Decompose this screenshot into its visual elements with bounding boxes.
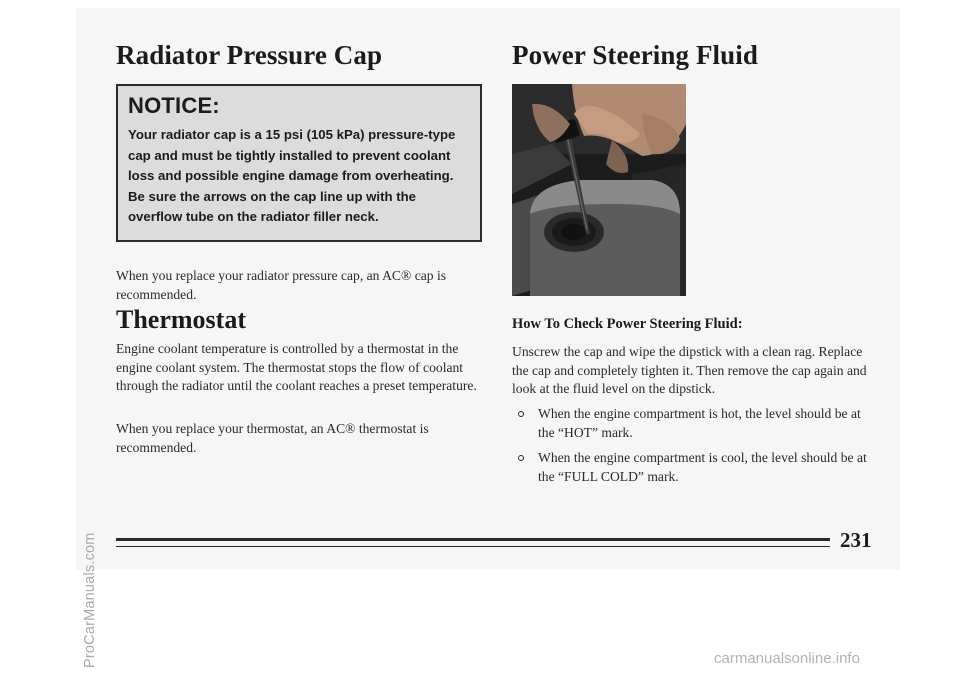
how-to-check-heading: How To Check Power Steering Fluid:: [512, 316, 743, 332]
power-steering-fluid-heading: Power Steering Fluid: [512, 40, 758, 70]
bullet-text-full-cold: When the engine compartment is cool, the level should be at the “FULL COLD” mark.: [538, 450, 867, 484]
notice-body: Your radiator cap is a 15 psi (105 kPa) pressure-type cap and must be tightly installed to prevent coolant loss and possible engine damage from overheating. Be sure the arrows on the cap line up with the overflow tube on the radiator filler neck.: [128, 127, 456, 224]
thermostat-paragraph-2: When you replace your thermostat, an AC® thermostat is recommended.: [116, 421, 429, 455]
bullet-item-full-cold: [512, 449, 872, 486]
notice-box: [116, 84, 482, 242]
thermostat-paragraph-1: Engine coolant temperature is controlled by a thermostat in the engine coolant system. The thermostat stops the flow of coolant through the radiator until the coolant reaches a preset temperature.: [116, 341, 477, 393]
bullet-text-hot: When the engine compartment is hot, the level should be at the “HOT” mark.: [538, 406, 861, 440]
side-watermark: ProCarManuals.com: [82, 532, 98, 668]
power-steering-dipstick-photo: [512, 84, 686, 296]
page-number: 231: [840, 528, 872, 552]
radiator-cap-paragraph: When you replace your radiator pressure cap, an AC® cap is recommended.: [116, 268, 447, 302]
footer-rule-thick: [116, 538, 830, 541]
notice-title: NOTICE:: [128, 93, 220, 118]
radiator-pressure-cap-heading: Radiator Pressure Cap: [116, 40, 383, 70]
bottom-watermark: carmanualsonline.info: [714, 650, 860, 667]
bullet-item-hot: [512, 405, 872, 442]
thermostat-heading: Thermostat: [116, 305, 246, 334]
bullet-dot-icon: [518, 411, 524, 417]
dipstick-photo-graphic: [512, 84, 686, 296]
bullet-dot-icon: [518, 455, 524, 461]
footer-rule-thin: [116, 546, 830, 547]
how-to-check-paragraph: Unscrew the cap and wipe the dipstick with a clean rag. Replace the cap and completely tighten it. Then remove the cap again and look at the fluid level on the dipstick.: [512, 344, 867, 396]
